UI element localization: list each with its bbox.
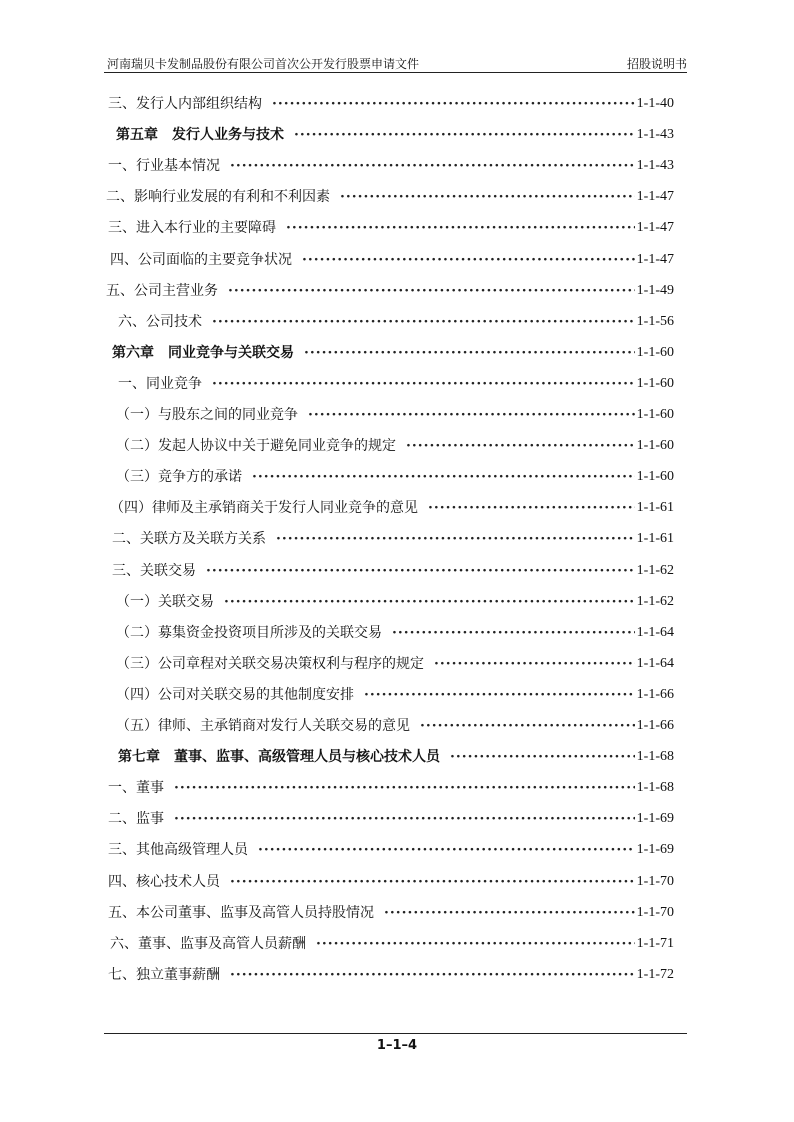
toc-entry-title: 三、关联交易 [112, 563, 196, 579]
toc-entry-title: 三、其他高级管理人员 [108, 842, 248, 858]
toc-entry[interactable] [106, 185, 674, 209]
toc-leader-dots [174, 807, 635, 831]
footer-page-number: 1–1–4 [376, 1038, 418, 1053]
toc-entry-page: 1-1-43 [636, 127, 674, 142]
toc-entry-title: （三）竞争方的承诺 [116, 469, 242, 485]
toc-leader-dots [252, 465, 635, 489]
toc-chapter-entry[interactable] [116, 123, 674, 147]
toc-entry[interactable] [108, 870, 674, 894]
toc-leader-dots [286, 216, 635, 240]
toc-leader-dots [450, 745, 635, 769]
toc-entry-title: （二）募集资金投资项目所涉及的关联交易 [116, 625, 382, 641]
toc-entry-title: （四）公司对关联交易的其他制度安排 [116, 687, 354, 703]
toc-entry-title: 七、独立董事薪酬 [108, 967, 220, 983]
toc-entry[interactable] [106, 279, 674, 303]
toc-entry[interactable] [116, 652, 674, 676]
header-document-type: 招股说明书 [626, 57, 687, 71]
toc-entry-title: 四、公司面临的主要竞争状况 [110, 252, 292, 268]
toc-leader-dots [230, 870, 635, 894]
toc-entry-page: 1-1-66 [636, 687, 674, 702]
toc-entry[interactable] [108, 901, 674, 925]
toc-leader-dots [308, 403, 635, 427]
toc-entry-title: 第六章 同业竞争与关联交易 [112, 345, 294, 361]
toc-entry[interactable] [116, 714, 674, 738]
toc-entry-title: 六、公司技术 [118, 314, 202, 330]
toc-leader-dots [340, 185, 635, 209]
toc-leader-dots [230, 154, 635, 178]
toc-entry-page: 1-1-68 [636, 780, 674, 795]
toc-leader-dots [302, 248, 635, 272]
toc-entry-page: 1-1-49 [636, 283, 674, 298]
toc-entry-title: 一、董事 [108, 780, 164, 796]
toc-entry-page: 1-1-62 [636, 594, 674, 609]
toc-entry-title: （一）与股东之间的同业竞争 [116, 407, 298, 423]
toc-entry-page: 1-1-40 [636, 96, 674, 111]
toc-entry[interactable] [116, 465, 674, 489]
toc-leader-dots [276, 527, 635, 551]
toc-entry[interactable] [118, 372, 674, 396]
toc-entry-page: 1-1-60 [636, 469, 674, 484]
toc-entry-title: （三）公司章程对关联交易决策权利与程序的规定 [116, 656, 424, 672]
toc-entry-title: 四、核心技术人员 [108, 874, 220, 890]
toc-leader-dots [212, 372, 635, 396]
toc-leader-dots [316, 932, 635, 956]
toc-leader-dots [428, 496, 635, 520]
toc-entry-page: 1-1-61 [636, 531, 674, 546]
toc-entry[interactable] [116, 683, 674, 707]
toc-entry-title: 六、董事、监事及高管人员薪酬 [110, 936, 306, 952]
toc-leader-dots [294, 123, 635, 147]
toc-entry[interactable] [108, 92, 674, 116]
toc-leader-dots [304, 341, 635, 365]
toc-entry-title: （一）关联交易 [116, 594, 214, 610]
toc-leader-dots [434, 652, 635, 676]
toc-entry[interactable] [110, 496, 674, 520]
toc-entry-title: （五）律师、主承销商对发行人关联交易的意见 [116, 718, 410, 734]
toc-entry-page: 1-1-60 [636, 438, 674, 453]
toc-entry[interactable] [108, 838, 674, 862]
toc-entry-title: （四）律师及主承销商关于发行人同业竞争的意见 [110, 500, 418, 516]
toc-leader-dots [224, 590, 635, 614]
header-document-title: 河南瑞贝卡发制品股份有限公司首次公开发行股票申请文件 [107, 57, 420, 71]
toc-entry-title: 三、发行人内部组织结构 [108, 96, 262, 112]
toc-entry[interactable] [112, 559, 674, 583]
toc-leader-dots [174, 776, 635, 800]
toc-leader-dots [384, 901, 635, 925]
toc-entry[interactable] [116, 403, 674, 427]
toc-entry-page: 1-1-72 [636, 967, 674, 982]
toc-leader-dots [230, 963, 635, 987]
toc-entry-title: 二、关联方及关联方关系 [112, 531, 266, 547]
toc-entry-title: 第七章 董事、监事、高级管理人员与核心技术人员 [118, 749, 440, 765]
toc-chapter-entry[interactable] [118, 745, 674, 769]
toc-entry-page: 1-1-60 [636, 407, 674, 422]
toc-leader-dots [364, 683, 635, 707]
toc-entry-page: 1-1-56 [636, 314, 674, 329]
toc-entry[interactable] [108, 807, 674, 831]
toc-entry-page: 1-1-66 [636, 718, 674, 733]
toc-entry[interactable] [108, 154, 674, 178]
toc-entry-page: 1-1-68 [636, 749, 674, 764]
toc-entry-page: 1-1-64 [636, 656, 674, 671]
toc-entry[interactable] [116, 434, 674, 458]
toc-entry[interactable] [118, 310, 674, 334]
toc-entry-page: 1-1-47 [636, 220, 674, 235]
toc-entry-page: 1-1-60 [636, 376, 674, 391]
toc-entry-page: 1-1-71 [636, 936, 674, 951]
toc-entry-page: 1-1-69 [636, 811, 674, 826]
toc-leader-dots [258, 838, 635, 862]
toc-leader-dots [392, 621, 635, 645]
toc-entry-title: 一、同业竞争 [118, 376, 202, 392]
toc-entry[interactable] [110, 248, 674, 272]
toc-leader-dots [420, 714, 635, 738]
toc-leader-dots [212, 310, 635, 334]
toc-entry-title: 五、公司主营业务 [106, 283, 218, 299]
toc-entry-title: 五、本公司董事、监事及高管人员持股情况 [108, 905, 374, 921]
toc-entry[interactable] [116, 590, 674, 614]
toc-entry-title: 一、行业基本情况 [108, 158, 220, 174]
toc-leader-dots [228, 279, 635, 303]
toc-entry-title: （二）发起人协议中关于避免同业竞争的规定 [116, 438, 396, 454]
toc-entry-page: 1-1-60 [636, 345, 674, 360]
footer-divider [104, 1033, 687, 1034]
toc-leader-dots [406, 434, 635, 458]
toc-leader-dots [206, 559, 635, 583]
toc-entry-page: 1-1-47 [636, 252, 674, 267]
toc-entry-page: 1-1-64 [636, 625, 674, 640]
toc-entry[interactable] [116, 621, 674, 645]
toc-entry-page: 1-1-70 [636, 874, 674, 889]
page-header [104, 50, 687, 73]
toc-entry[interactable] [112, 527, 674, 551]
toc-leader-dots [272, 92, 635, 116]
toc-entry-page: 1-1-47 [636, 189, 674, 204]
toc-entry-page: 1-1-70 [636, 905, 674, 920]
toc-entry-page: 1-1-61 [636, 500, 674, 515]
toc-entry-title: 三、进入本行业的主要障碍 [108, 220, 276, 236]
toc-entry[interactable] [108, 963, 674, 987]
toc-chapter-entry[interactable] [112, 341, 674, 365]
toc-entry-title: 二、影响行业发展的有利和不利因素 [106, 189, 330, 205]
toc-entry[interactable] [110, 932, 674, 956]
toc-entry-page: 1-1-62 [636, 563, 674, 578]
toc-entry[interactable] [108, 216, 674, 240]
toc-entry-title: 第五章 发行人业务与技术 [116, 127, 284, 143]
toc-entry-page: 1-1-43 [636, 158, 674, 173]
toc-entry-page: 1-1-69 [636, 842, 674, 857]
toc-entry[interactable] [108, 776, 674, 800]
toc-entry-title: 二、监事 [108, 811, 164, 827]
